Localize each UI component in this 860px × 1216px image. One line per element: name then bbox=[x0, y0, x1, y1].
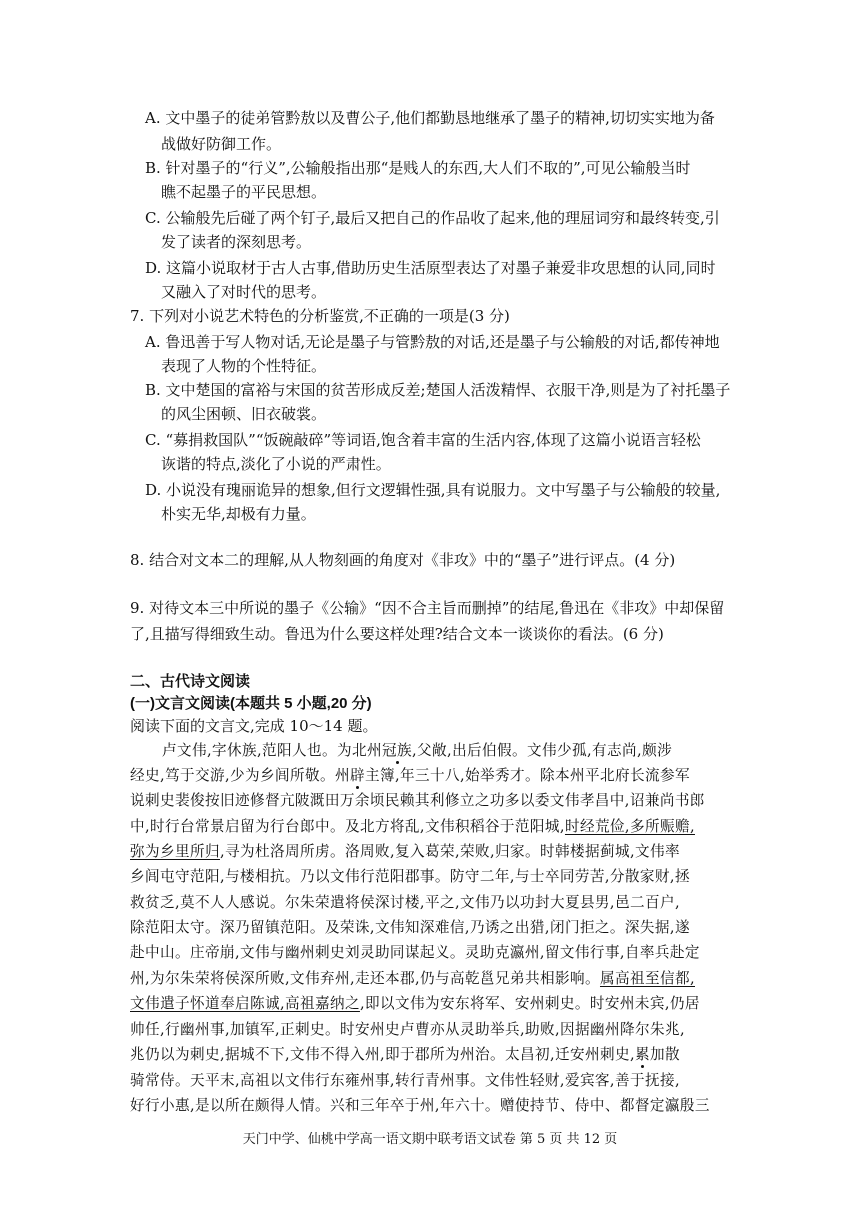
emphasis-mark-bi: 辟 bbox=[350, 767, 365, 784]
q9-line2: 了,且描写得细致生动。鲁迅为什么要这样处理?结合文本一谈谈你的看法。(6 分) bbox=[130, 625, 664, 643]
passage-text: 主簿,年三十八,始举秀才。除本州平北府长流参军 bbox=[365, 767, 690, 784]
underlined-sentence-1-cont: 弥为乡里所归 bbox=[130, 843, 220, 860]
q8-text: 8. 结合对文本二的理解,从人物刻画的角度对《非攻》中的“墨子”进行评点。(4 分) bbox=[130, 551, 676, 569]
passage-text: 卢文伟,字休族,范阳人也。为北州 bbox=[162, 742, 382, 759]
passage-line-13 bbox=[130, 1045, 680, 1065]
underlined-sentence-2-cont: 文伟遣子怀道奉启陈诚,高祖嘉纳之 bbox=[130, 995, 360, 1012]
passage-line-4 bbox=[130, 817, 695, 837]
passage-line-12: 帅任,行幽州事,加镇军,正刺史。时安州史卢曹亦从灵助举兵,助败,因据幽州降尔朱兆, bbox=[130, 1021, 686, 1038]
page-footer: 天门中学、仙桃中学高一语文期中联考语文试卷 第 5 页 共 12 页 bbox=[242, 1132, 618, 1147]
q7-option-c-line1: C. “募捐救国队”“饭碗敲碎”等词语,饱含着丰富的生活内容,体现了这篇小说语言轻松 bbox=[145, 431, 701, 449]
passage-line-14: 骑常侍。天平末,高祖以文伟行东雍州事,转行青州事。文伟性轻财,爱宾客,善于抚接, bbox=[130, 1072, 680, 1089]
q7-stem: 7. 下列对小说艺术特色的分析鉴赏,不正确的一项是(3 分) bbox=[130, 307, 510, 325]
option-c-line1: C. 公输般先后碰了两个钉子,最后又把自己的作品收了起来,他的理屈词穷和最终转变,引 bbox=[145, 209, 720, 227]
passage-line-11 bbox=[130, 994, 700, 1014]
option-d-line2: 又融入了对时代的思考。 bbox=[161, 283, 327, 301]
passage-line-5 bbox=[130, 842, 680, 862]
passage-text: 加散 bbox=[650, 1046, 680, 1063]
q9-line1: 9. 对待文本三中所说的墨子《公输》“因不合主旨而删掉”的结尾,鲁迅在《非攻》中却保留 bbox=[130, 599, 725, 617]
option-c-line2: 发了读者的深刻思考。 bbox=[161, 233, 312, 251]
option-d-line1: D. 这篇小说取材于古人古事,借助历史生活原型表达了对墨子兼爱非攻思想的认同,同时 bbox=[145, 259, 716, 277]
option-a-line1: A. 文中墨子的徒弟管黔敖以及曹公子,他们都勤恳地继承了墨子的精神,切切实实地为备 bbox=[145, 109, 715, 127]
section-subtitle: (一)文言文阅读(本题共 5 小题,20 分) bbox=[130, 695, 372, 712]
passage-line-7: 救贫乏,莫不人人感说。尔朱荣遣将侯深讨楼,平之,文伟乃以功封大夏县男,邑二百户, bbox=[130, 894, 680, 911]
passage-line-10 bbox=[130, 969, 695, 989]
passage-line-8: 除范阳太守。深乃留镇范阳。及荣诛,文伟知深难信,乃诱之出猎,闭门拒之。深失据,遂 bbox=[130, 919, 690, 936]
passage-line-1 bbox=[162, 741, 672, 761]
section-title: 二、古代诗文阅读 bbox=[130, 673, 251, 690]
q7-option-a-line1: A. 鲁迅善于写人物对话,无论是墨子与管黔敖的对话,还是墨子与公输般的对话,都传神地 bbox=[145, 333, 720, 351]
passage-line-6: 乡闾屯守范阳,与楼相抗。乃以文伟行范阳郡事。防守二年,与士卒同劳苦,分散家财,拯 bbox=[130, 868, 690, 885]
option-b-line2: 瞧不起墨子的平民思想。 bbox=[161, 183, 327, 201]
passage-line-3: 说刺史裴俊按旧迹修督亢陂溉田万余顷民赖其利修立之功多以委文伟孝昌中,诏兼尚书郎 bbox=[130, 792, 705, 809]
q7-option-c-line2: 诙谐的特点,淡化了小说的严肃性。 bbox=[161, 455, 391, 473]
option-b-line1: B. 针对墨子的“行义”,公输般指出那“是贱人的东西,大人们不取的”,可见公输般当时 bbox=[145, 159, 691, 177]
emphasis-mark-lei: 累 bbox=[635, 1046, 650, 1063]
underlined-sentence-2: 属高祖至信都, bbox=[599, 970, 695, 987]
option-a-line2: 战做好防御工作。 bbox=[161, 135, 282, 153]
q7-option-b-line2: 的风尘困顿、旧衣破裳。 bbox=[161, 405, 327, 423]
passage-text: ,父敞,出后伯假。文伟少孤,有志尚,颇涉 bbox=[412, 742, 673, 759]
q7-option-d-line2: 朴实无华,却极有力量。 bbox=[161, 505, 316, 523]
passage-line-9: 赴中山。庄帝崩,文伟与幽州刺史刘灵助同谋起义。灵助克瀛州,留文伟行事,自率兵赴定 bbox=[130, 944, 700, 961]
passage-line-2 bbox=[130, 766, 690, 786]
q7-option-d-line1: D. 小说没有瑰丽诡异的想象,但行文逻辑性强,具有说服力。文中写墨子与公输般的较量, bbox=[145, 481, 721, 499]
passage-text: 经史,笃于交游,少为乡闾所敬。州 bbox=[130, 767, 350, 784]
passage-text: ,即以文伟为安东将军、安州刺史。时安州未宾,仍居 bbox=[359, 995, 700, 1012]
passage-text: 兆仍以为刺史,据城不下,文伟不得入州,即于郡所为州治。太昌初,迁安州刺史, bbox=[130, 1046, 635, 1063]
section-instruction: 阅读下面的文言文,完成 10～14 题。 bbox=[130, 717, 378, 735]
passage-text: 州,为尔朱荣将侯深所败,文伟弃州,走还本郡,仍与高乾邕兄弟共相影响。 bbox=[130, 970, 600, 987]
q7-option-b-line1: B. 文中楚国的富裕与宋国的贫苦形成反差;楚国人活泼精悍、衣服干净,则是为了衬托墨子 bbox=[145, 381, 731, 399]
underlined-sentence-1: 时经荒俭,多所赈赡, bbox=[564, 818, 695, 835]
passage-text: ,寻为杜洛周所虏。洛周败,复入葛荣,荣败,归家。时韩楼据蓟城,文伟率 bbox=[219, 843, 680, 860]
q7-option-a-line2: 表现了人物的个性特征。 bbox=[161, 357, 327, 375]
emphasis-mark-guanzu: 冠族 bbox=[382, 742, 412, 759]
passage-line-15: 好行小惠,是以所在颇得人情。兴和三年卒于州,年六十。赠使持节、侍中、都督定瀛殷三 bbox=[130, 1097, 710, 1114]
passage-text: 中,时行台常景启留为行台郎中。及北方将乱,文伟积稻谷于范阳城, bbox=[130, 818, 565, 835]
